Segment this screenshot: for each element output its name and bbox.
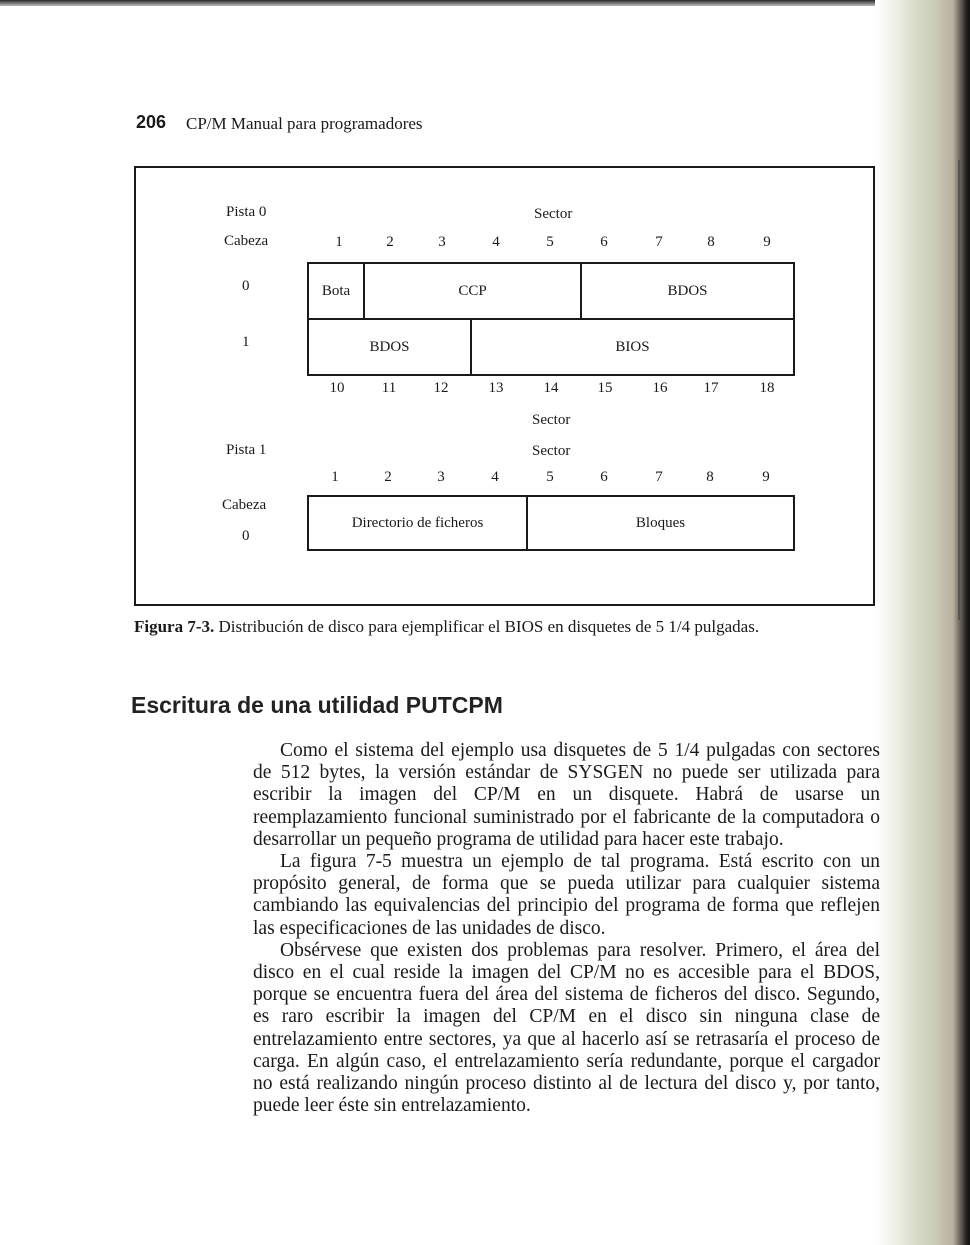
track1-sector-label: Sector [532, 443, 571, 459]
sector-num: 1 [331, 469, 339, 485]
sector-num: 6 [600, 469, 608, 485]
track0-head1-row [307, 318, 795, 376]
cell-directorio: Directorio de ficheros [309, 497, 528, 549]
track1-head-label: 0 [242, 528, 250, 544]
adjacent-page-edge [958, 160, 960, 620]
paragraph: Como el sistema del ejemplo usa disquetes de 5 1/4 pulgadas con sectores de 512 bytes, la versión estándar de SYSGEN no puede ser utilizada para escribir la imagen del CP/M en un disquete. Habrá de usarse un reemplazamiento funcional suministrado por el fabricante de la computadora o desarrollar un pequeño programa de utilidad para hacer este trabajo. [253, 740, 880, 850]
disk-layout-figure [134, 166, 875, 606]
sector-num: 4 [492, 234, 500, 250]
sector-num: 3 [437, 469, 445, 485]
track1-cabeza-label: Cabeza [222, 497, 267, 513]
figure-caption [134, 617, 759, 637]
track0-cabeza-label: Cabeza [224, 233, 269, 249]
paragraph: La figura 7-5 muestra un ejemplo de tal programa. Está escrito con un propósito general, de forma que se pueda utilizar para cualquier sistema cambiando las equivalencias del principio del programa de forma que reflejen las especificaciones de las unidades de disco. [253, 851, 880, 939]
track0-sector-label: Sector [534, 206, 573, 222]
sector-num: 3 [438, 234, 446, 250]
sector-num: 1 [335, 234, 343, 250]
sector-num: 18 [759, 380, 775, 396]
scan-top-edge [0, 0, 970, 6]
cell-bdos: BDOS [667, 282, 708, 299]
sector-num: 14 [543, 380, 559, 396]
book-spine-shadow [875, 0, 970, 1245]
sector-num: 11 [381, 380, 397, 396]
track0-head1-label: 1 [242, 334, 250, 350]
sector-num: 12 [433, 380, 449, 396]
cell-bota: Bota [309, 264, 365, 318]
body-text [253, 740, 880, 1117]
pista1-label: Pista 1 [226, 442, 267, 458]
track0-bottom-sector-label: Sector [532, 412, 571, 428]
sector-num: 13 [488, 380, 504, 396]
sector-num: 9 [762, 469, 770, 485]
sector-num: 8 [706, 469, 714, 485]
cell-ccp: CCP [365, 264, 582, 318]
cell-bios: BIOS [615, 338, 650, 355]
page-number: 206 [136, 112, 167, 132]
cell-bloques: Bloques [635, 514, 686, 531]
sector-num: 9 [763, 234, 771, 250]
sector-num: 7 [655, 234, 663, 250]
sector-num: 5 [546, 469, 554, 485]
running-title: CP/M Manual para programadores [186, 114, 423, 133]
sector-num: 4 [491, 469, 499, 485]
paragraph: Obsérvese que existen dos problemas para resolver. Primero, el área del disco en el cual reside la imagen del CP/M no es accesible para el BDOS, porque se encuentra fuera del área del sistema de ficheros del disco. Segundo, es raro escribir la imagen del CP/M en el disco sin ninguna clase de entrelazamiento entre sectores, ya que al hacerlo así se retrasaría el proceso de carga. En algún caso, el entrelazamiento sería redundante, porque el cargador no está realizando ningún proceso distinto al de lectura del disco y, por tanto, puede leer éste sin entrelazamiento. [253, 939, 880, 1117]
sector-num: 16 [652, 380, 668, 396]
section-heading: Escritura de una utilidad PUTCPM [131, 692, 503, 718]
sector-num: 6 [600, 234, 608, 250]
caption-text: Distribución de disco para ejemplificar el BIOS en disquetes de 5 1/4 pulgadas. [218, 617, 760, 636]
sector-num: 2 [386, 234, 394, 250]
sector-num: 8 [707, 234, 715, 250]
pista0-label: Pista 0 [226, 204, 267, 220]
sector-num: 15 [597, 380, 613, 396]
sector-num: 5 [546, 234, 554, 250]
sector-num: 10 [329, 380, 345, 396]
sector-num: 17 [703, 380, 719, 396]
caption-label: Figura 7-3. [134, 617, 215, 636]
sector-num: 7 [655, 469, 663, 485]
sector-num: 2 [384, 469, 392, 485]
track1-row [307, 495, 795, 551]
cell-bdos-2: BDOS [309, 320, 472, 374]
track0-head0-label: 0 [242, 278, 250, 294]
track0-head0-row [307, 262, 795, 320]
